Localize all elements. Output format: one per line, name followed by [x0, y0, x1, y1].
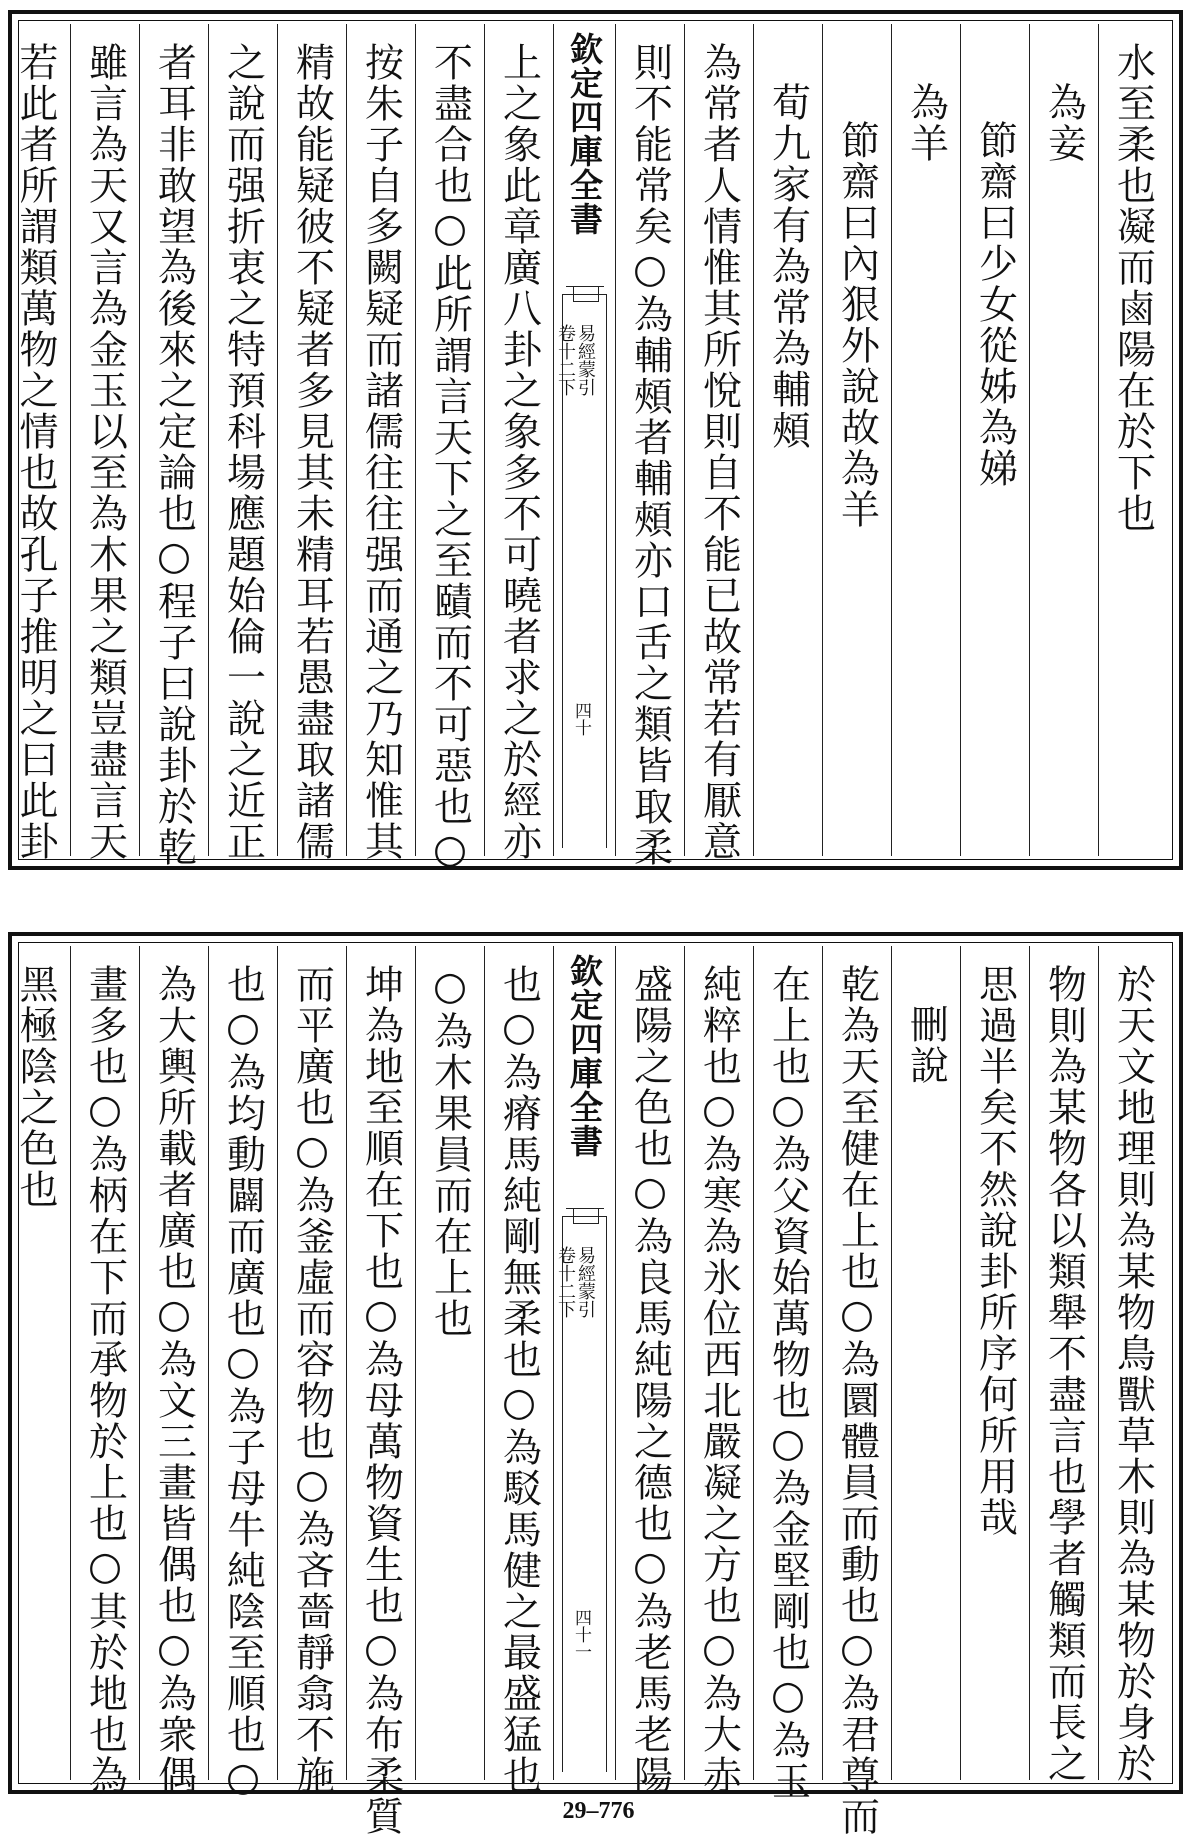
column-text: 節齋曰內狠外說故為羊 [834, 120, 880, 530]
spine-volume: 卷十二下 [555, 324, 576, 396]
column-text: 坤為地至順在下也○為母萬物資生也○為布柔質 [358, 964, 404, 1837]
column-text: 為常者人情惟其所悅則自不能已故常若有厭意 [696, 42, 742, 862]
text-column [1098, 24, 1167, 856]
column-text: 黑極陰之色也 [13, 964, 58, 1210]
column-text: 若此者所謂類萬物之情也故孔子推明之曰此卦 [13, 42, 58, 862]
column-text: 上之象此章廣八卦之象多不可曉者求之於經亦 [496, 42, 542, 862]
text-column [415, 946, 484, 1780]
text-column [277, 946, 346, 1796]
column-text: 之說而强折衷之特預科場應題始倫一說之近正 [220, 42, 266, 862]
text-column [484, 946, 553, 1796]
text-column [891, 24, 960, 856]
text-column [208, 24, 277, 862]
text-column [70, 946, 139, 1796]
text-column [1098, 946, 1167, 1784]
column-text: 思過半矣不然說卦所序何所用哉 [972, 964, 1018, 1538]
text-column [891, 946, 960, 1780]
top-page-columns [13, 24, 1167, 874]
text-column [70, 24, 139, 862]
column-text: 於天文地理則為某物鳥獸草木則為某物於身於 [1110, 964, 1156, 1784]
text-column [415, 24, 484, 874]
text-column [1, 24, 70, 862]
text-column [346, 946, 415, 1837]
column-text: 節齋曰少女從姊為娣 [972, 120, 1018, 489]
text-column [139, 24, 208, 868]
column-text: 乾為天至健在上也○為圜體員而動也○為君尊而 [834, 964, 880, 1837]
text-column [1029, 24, 1098, 856]
text-column [684, 946, 753, 1796]
text-column [753, 24, 822, 856]
spine-book-title: 易經蒙引 [575, 1246, 596, 1318]
text-column [822, 946, 891, 1837]
column-text: 在上也○為父資始萬物也○為金堅剛也○為玉 [765, 964, 811, 1802]
text-column [139, 946, 208, 1796]
column-text: 也○為均動闢而廣也○為子母牛純陰至順也○ [220, 964, 266, 1802]
text-column [277, 24, 346, 862]
column-text: ○為木果員而在上也 [427, 964, 473, 1339]
column-text: 純粹也○為寒為氷位西北嚴凝之方也○為大赤 [696, 964, 742, 1796]
text-column [484, 24, 553, 862]
spine-page-number: 四十一 [571, 1609, 591, 1660]
text-column [753, 946, 822, 1802]
text-column [1, 946, 70, 1780]
spine-volume: 卷十二下 [555, 1246, 576, 1318]
column-text: 雖言為天又言為金玉以至為木果之類豈盡言天 [82, 42, 128, 862]
spine-title: 欽定四庫全書 [565, 32, 604, 236]
column-text: 不盡合也○此所謂言天下之至賾而不可惡也○ [427, 42, 473, 874]
text-column [208, 946, 277, 1802]
text-column [684, 24, 753, 862]
column-text: 者耳非敢望為後來之定論也○程子曰說卦於乾 [151, 42, 197, 868]
column-text: 刪說 [903, 1004, 949, 1086]
text-column [960, 24, 1029, 856]
column-text: 精故能疑彼不疑者多見其未精耳若愚盡取諸儒 [289, 42, 335, 862]
column-text: 畫多也○為柄在下而承物於上也○其於地也為 [82, 964, 128, 1796]
column-text: 為羊 [903, 82, 949, 164]
text-column [615, 946, 684, 1796]
column-text: 盛陽之色也○為良馬純陽之德也○為老馬老陽 [627, 964, 673, 1796]
column-text: 按朱子自多闕疑而諸儒往往强而通之乃知惟其 [358, 42, 404, 862]
column-text: 水至柔也凝而鹵陽在於下也 [1110, 42, 1156, 534]
column-text: 荀九家有為常為輔頰 [765, 82, 811, 451]
text-column [1029, 946, 1098, 1784]
column-text: 物則為某物各以類舉不盡言也學者觸類而長之 [1041, 964, 1087, 1784]
column-text: 也○為瘠馬純剛無柔也○為駁馬健之最盛猛也 [496, 964, 542, 1796]
spine-book-title: 易經蒙引 [575, 324, 596, 396]
column-text: 為大輿所載者廣也○為文三畫皆偶也○為衆偶 [151, 964, 197, 1796]
text-column [822, 24, 891, 856]
top-page [8, 10, 1183, 874]
spine-page-number: 四十 [571, 702, 591, 736]
column-text: 為妾 [1041, 82, 1087, 164]
spine-title: 欽定四庫全書 [565, 954, 604, 1158]
column-text: 而平廣也○為釜虛而容物也○為吝嗇靜翕不施 [289, 964, 335, 1796]
footer-page-number: 29–776 [562, 1798, 635, 1824]
text-column [960, 946, 1029, 1780]
center-spine [553, 946, 615, 1780]
text-column [346, 24, 415, 862]
column-text: 則不能常矣○為輔頰者輔頰亦口舌之類皆取柔 [627, 42, 673, 868]
center-spine [553, 24, 615, 856]
text-column [615, 24, 684, 868]
